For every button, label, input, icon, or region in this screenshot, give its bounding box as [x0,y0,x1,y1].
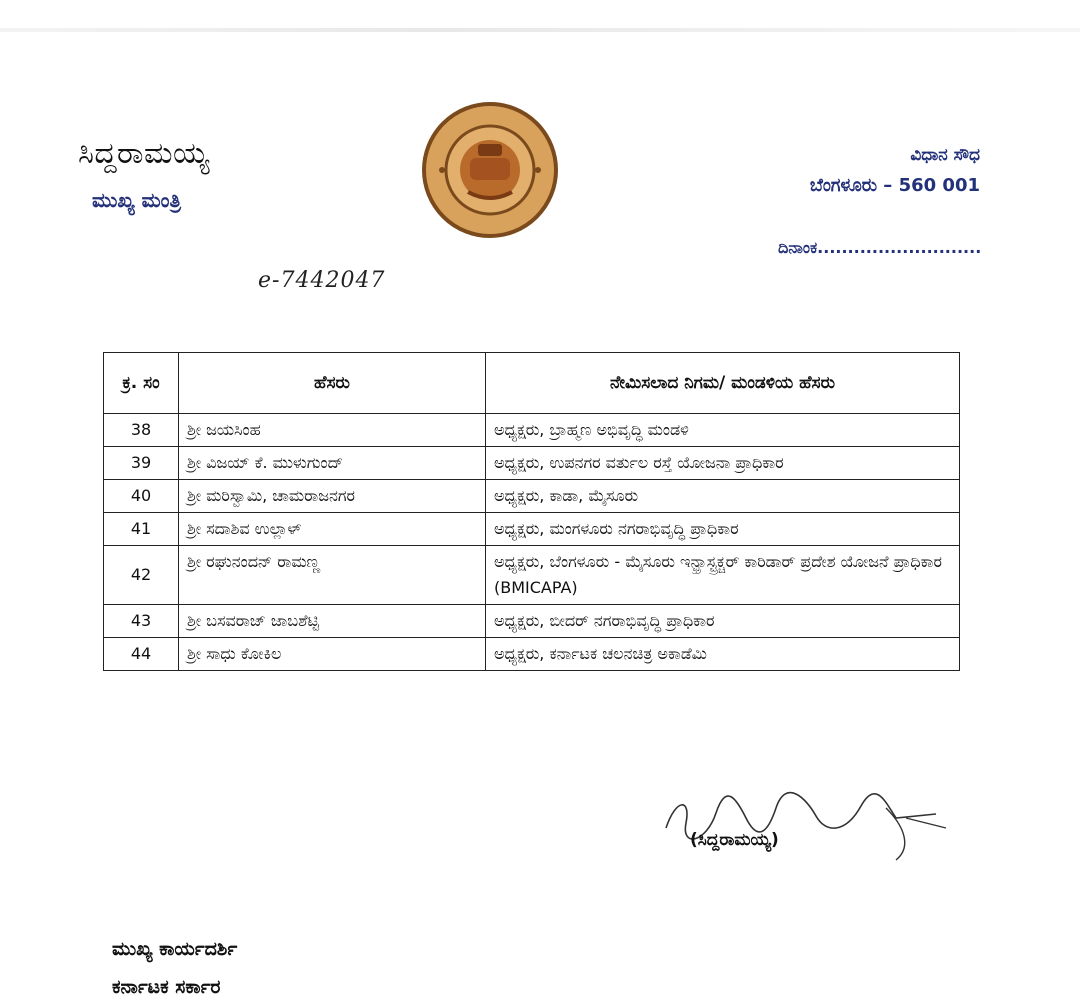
row-name: ಶ್ರೀ ಸಾಧು ಕೋಕಿಲ [179,638,486,671]
row-name: ಶ್ರೀ ರಘುನಂದನ್ ರಾಮಣ್ಣ [179,546,486,605]
row-name: ಶ್ರೀ ಮರಿಸ್ವಾಮಿ, ಚಾಮರಾಜನಗರ [179,480,486,513]
sender-designation: ಮುಖ್ಯ ಮಂತ್ರಿ [92,188,181,212]
row-name: ಶ್ರೀ ಜಯಸಿಂಹ [179,414,486,447]
karnataka-government-emblem-icon [420,100,560,240]
table-row [104,638,960,671]
row-serial: 40 [104,480,179,513]
row-post: ಅಧ್ಯಕ್ಷರು, ಕಾಡಾ, ಮೈಸೂರು [486,480,960,513]
table-row [104,447,960,480]
table-row [104,605,960,638]
row-post: ಅಧ್ಯಕ್ಷರು, ಬೆಂಗಳೂರು - ಮೈಸೂರು ಇನ್ಫ್ರಾಸ್ಟ್ರಕ್ಚರ್ ಕಾರಿಡಾರ್ ಪ್ರದೇಶ ಯೋಜನೆ ಪ್ರಾಧಿಕಾರ (BMICAPA) [486,546,960,605]
row-post: ಅಧ್ಯಕ್ಷರು, ಕರ್ನಾಟಕ ಚಲನಚಿತ್ರ ಅಕಾಡೆಮಿ [486,638,960,671]
office-city: ಬೆಂಗಳೂರು – 560 001 [809,175,980,196]
addressee-title: ಮುಖ್ಯ ಕಾರ್ಯದರ್ಶಿ [112,938,238,960]
row-serial: 39 [104,447,179,480]
row-post: ಅಧ್ಯಕ್ಷರು, ಬೀದರ್ ನಗರಾಭಿವೃದ್ಧಿ ಪ್ರಾಧಿಕಾರ [486,605,960,638]
table-row [104,480,960,513]
row-serial: 44 [104,638,179,671]
column-header-name: ಹೆಸರು [179,353,486,414]
reference-number: e-7442047 [258,268,386,293]
row-name: ಶ್ರೀ ಸದಾಶಿವ ಉಲ್ಲಾಳ್ [179,513,486,546]
table-row [104,414,960,447]
addressee-block [112,930,237,1006]
row-name: ಶ್ರೀ ವಿಜಯ್ ಕೆ. ಮುಳುಗುಂದ್ [179,447,486,480]
column-header-serial: ಕ್ರ. ಸಂ [104,353,179,414]
column-header-post: ನೇಮಿಸಲಾದ ನಿಗಮ/ ಮಂಡಳಿಯ ಹೆಸರು [486,353,960,414]
table-header-row [104,353,960,414]
row-post: ಅಧ್ಯಕ್ಷರು, ಮಂಗಳೂರು ನಗರಾಭಿವೃದ್ಧಿ ಪ್ರಾಧಿಕಾರ [486,513,960,546]
row-post: ಅಧ್ಯಕ್ಷರು, ಬ್ರಾಹ್ಮಣ ಅಭಿವೃದ್ಧಿ ಮಂಡಳಿ [486,414,960,447]
scan-top-edge [0,28,1080,32]
date-field: ದಿನಾಂಕ........................... [778,238,982,257]
row-serial: 38 [104,414,179,447]
appointments-table [103,352,960,671]
handwritten-signature-icon [656,788,956,868]
sender-name: ಸಿದ್ದರಾಮಯ್ಯ [78,136,210,171]
office-building: ವಿಧಾನ ಸೌಧ [910,145,980,165]
row-post: ಅಧ್ಯಕ್ಷರು, ಉಪನಗರ ವರ್ತುಲ ರಸ್ತೆ ಯೋಜನಾ ಪ್ರಾಧಿಕಾರ [486,447,960,480]
row-serial: 41 [104,513,179,546]
office-address [810,145,980,196]
signatory-name: (ಸಿದ್ದರಾಮಯ್ಯ) [690,830,779,850]
table-row [104,546,960,605]
row-name: ಶ್ರೀ ಬಸವರಾಜ್ ಜಾಬಶೆಟ್ಟಿ [179,605,486,638]
table-row [104,513,960,546]
addressee-organisation: ಕರ್ನಾಟಕ ಸರ್ಕಾರ [112,976,221,998]
row-serial: 43 [104,605,179,638]
row-serial: 42 [104,546,179,605]
